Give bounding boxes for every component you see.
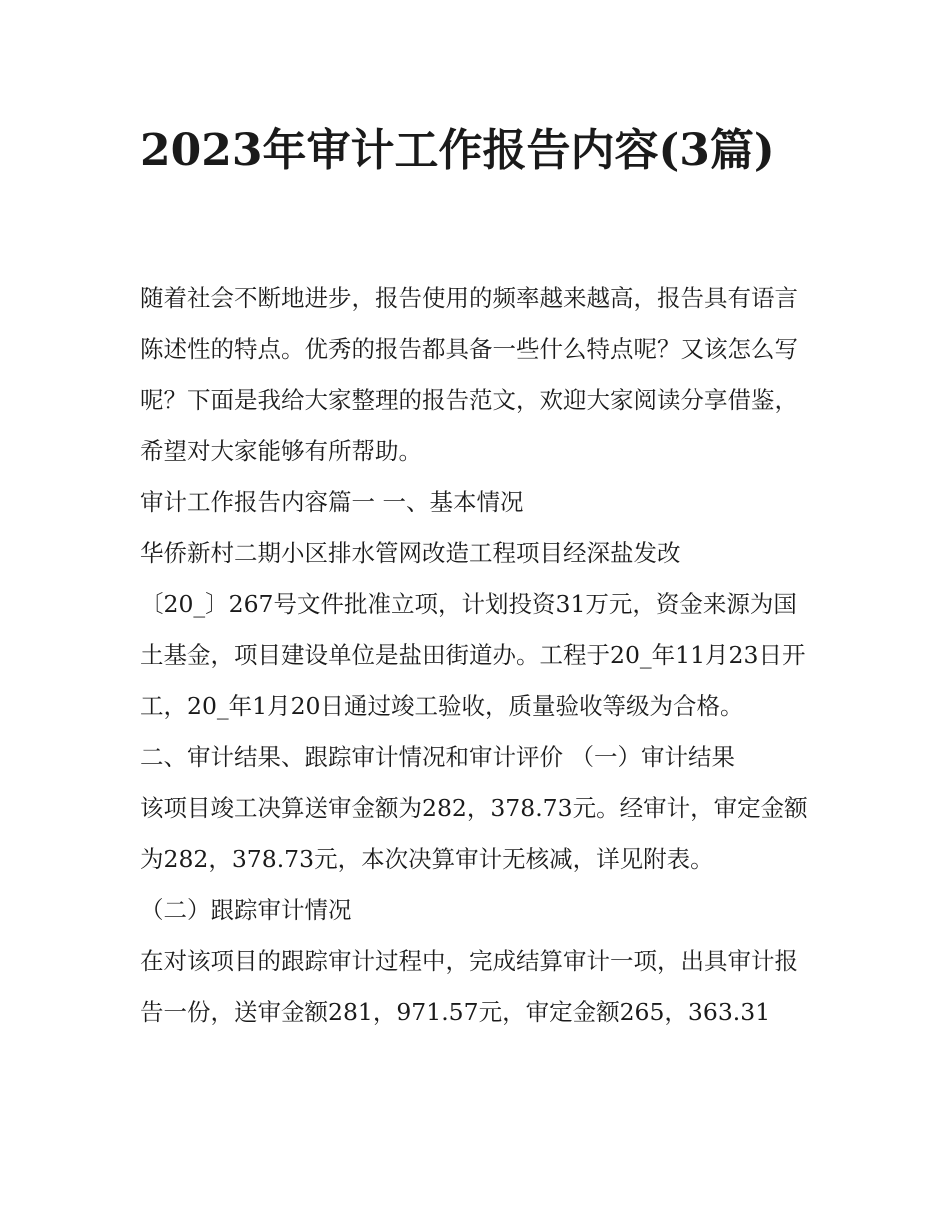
project-paragraph-line: 华侨新村二期小区排水管网改造工程项目经深盐发改 bbox=[140, 539, 681, 567]
project-approval-paragraph: 〔20_〕267号文件批准立项，计划投资31万元，资金来源为国土基金，项目建设单位是盐田街道办。工程于20_年11月23日开工，20_年1月20日通过竣工验收，质量验收等级为合格。 bbox=[140, 590, 806, 720]
section-heading-tracking-audit: （二）跟踪审计情况 bbox=[140, 896, 352, 924]
audit-amount-paragraph: 该项目竣工决算送审金额为282，378.73元。经审计，审定金额为282，378.73元，本次决算审计无核减，详见附表。 bbox=[140, 794, 808, 873]
tracking-audit-paragraph: 在对该项目的跟踪审计过程中，完成结算审计一项，出具审计报告一份，送审金额281，971.57元，审定金额265，363.31 bbox=[140, 947, 798, 1026]
section-heading-basic-info: 审计工作报告内容篇一 一、基本情况 bbox=[140, 488, 524, 516]
section-heading-audit-results: 二、审计结果、跟踪审计情况和审计评价 （一）审计结果 bbox=[140, 743, 735, 771]
document-body bbox=[140, 273, 820, 1038]
intro-paragraph: 随着社会不断地进步，报告使用的频率越来越高，报告具有语言陈述性的特点。优秀的报告都具备一些什么特点呢？又该怎么写呢？下面是我给大家整理的报告范文，欢迎大家阅读分享借鉴，希望对大家能够有所帮助。 bbox=[140, 284, 798, 465]
page-title: 2023年审计工作报告内容(3篇) bbox=[140, 125, 775, 176]
